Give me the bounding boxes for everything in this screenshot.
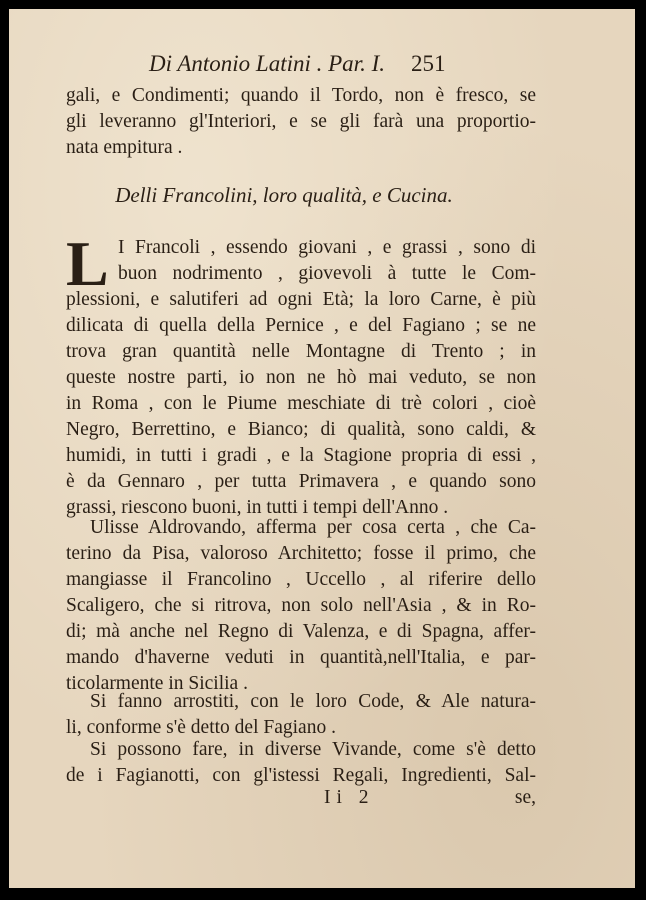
text-line: Scaligero, che si ritrova, non solo nell'Asia , & in Ro- <box>66 595 536 616</box>
paragraph-2 <box>66 515 536 697</box>
drop-cap: L <box>66 228 109 299</box>
text-line: Si possono fare, in diverse Vivande, come s'è detto <box>90 739 536 760</box>
text-line: humidi, in tutti i gradi , e la Stagione propria di essi , <box>66 445 536 466</box>
text-line: mangiasse il Francolino , Uccello , al riferire dello <box>66 569 536 590</box>
text-line: è da Gennaro , per tutta Primavera , e quando sono <box>66 471 536 492</box>
page-number: 251 <box>411 51 446 76</box>
text-line: ticolarmente in Sicilia . <box>66 673 248 694</box>
text-line: di; mà anche nel Regno di Valenza, e di Spagna, affer- <box>66 621 536 642</box>
text-line: trova gran quantità nelle Montagne di Trento ; in <box>66 341 536 362</box>
text-line: terino da Pisa, valoroso Architetto; fosse il primo, che <box>66 543 536 564</box>
page-footer <box>66 785 536 811</box>
running-head-title: Di Antonio Latini . Par. I. <box>149 51 385 76</box>
running-head <box>149 51 446 77</box>
text-line: Ulisse Aldrovando, afferma per cosa certa , che Ca- <box>90 517 536 538</box>
text-line: Si fanno arrostiti, con le loro Code, & Ale natura- <box>90 691 536 712</box>
catchword: se, <box>514 787 536 808</box>
paragraph-4 <box>66 737 536 789</box>
continued-text <box>66 83 536 161</box>
paragraph-3 <box>66 689 536 741</box>
text-line: gli leveranno gl'Interiori, e se gli farà una proportio- <box>66 111 536 132</box>
book-page <box>9 9 635 888</box>
text-line: grassi, riescono buoni, in tutti i tempi dell'Anno . <box>66 497 449 518</box>
text-line: de i Fagianotti, con gl'istessi Regali, Ingredienti, Sal- <box>66 765 536 786</box>
section-heading: Delli Francolini, loro qualità, e Cucina. <box>115 183 453 207</box>
text-line: dilicata di quella della Pernice , e del Fagiano ; se ne <box>66 315 536 336</box>
text-line: Negro, Berrettino, e Bianco; di qualità, sono caldi, & <box>66 419 536 440</box>
text-line: plessioni, e salutiferi ad ogni Età; la loro Carne, è più <box>66 289 536 310</box>
text-line: nata empitura . <box>66 137 183 158</box>
text-line: li, conforme s'è detto del Fagiano . <box>66 717 336 738</box>
text-line: I Francoli , essendo giovani , e grassi , sono di <box>118 237 536 258</box>
text-line: queste nostre parti, io non ne hò mai veduto, se non <box>66 367 536 388</box>
signature-mark: Ii 2 <box>324 787 375 808</box>
text-line: mando d'haverne veduti in quantità,nell'Italia, e par- <box>66 647 536 668</box>
text-line: gali, e Condimenti; quando il Tordo, non è fresco, se <box>66 85 536 106</box>
text-line: in Roma , con le Piume meschiate di trè colori , cioè <box>66 393 536 414</box>
paragraph-1 <box>66 228 536 521</box>
text-line: buon nodrimento , giovevoli à tutte le Com- <box>118 263 536 284</box>
